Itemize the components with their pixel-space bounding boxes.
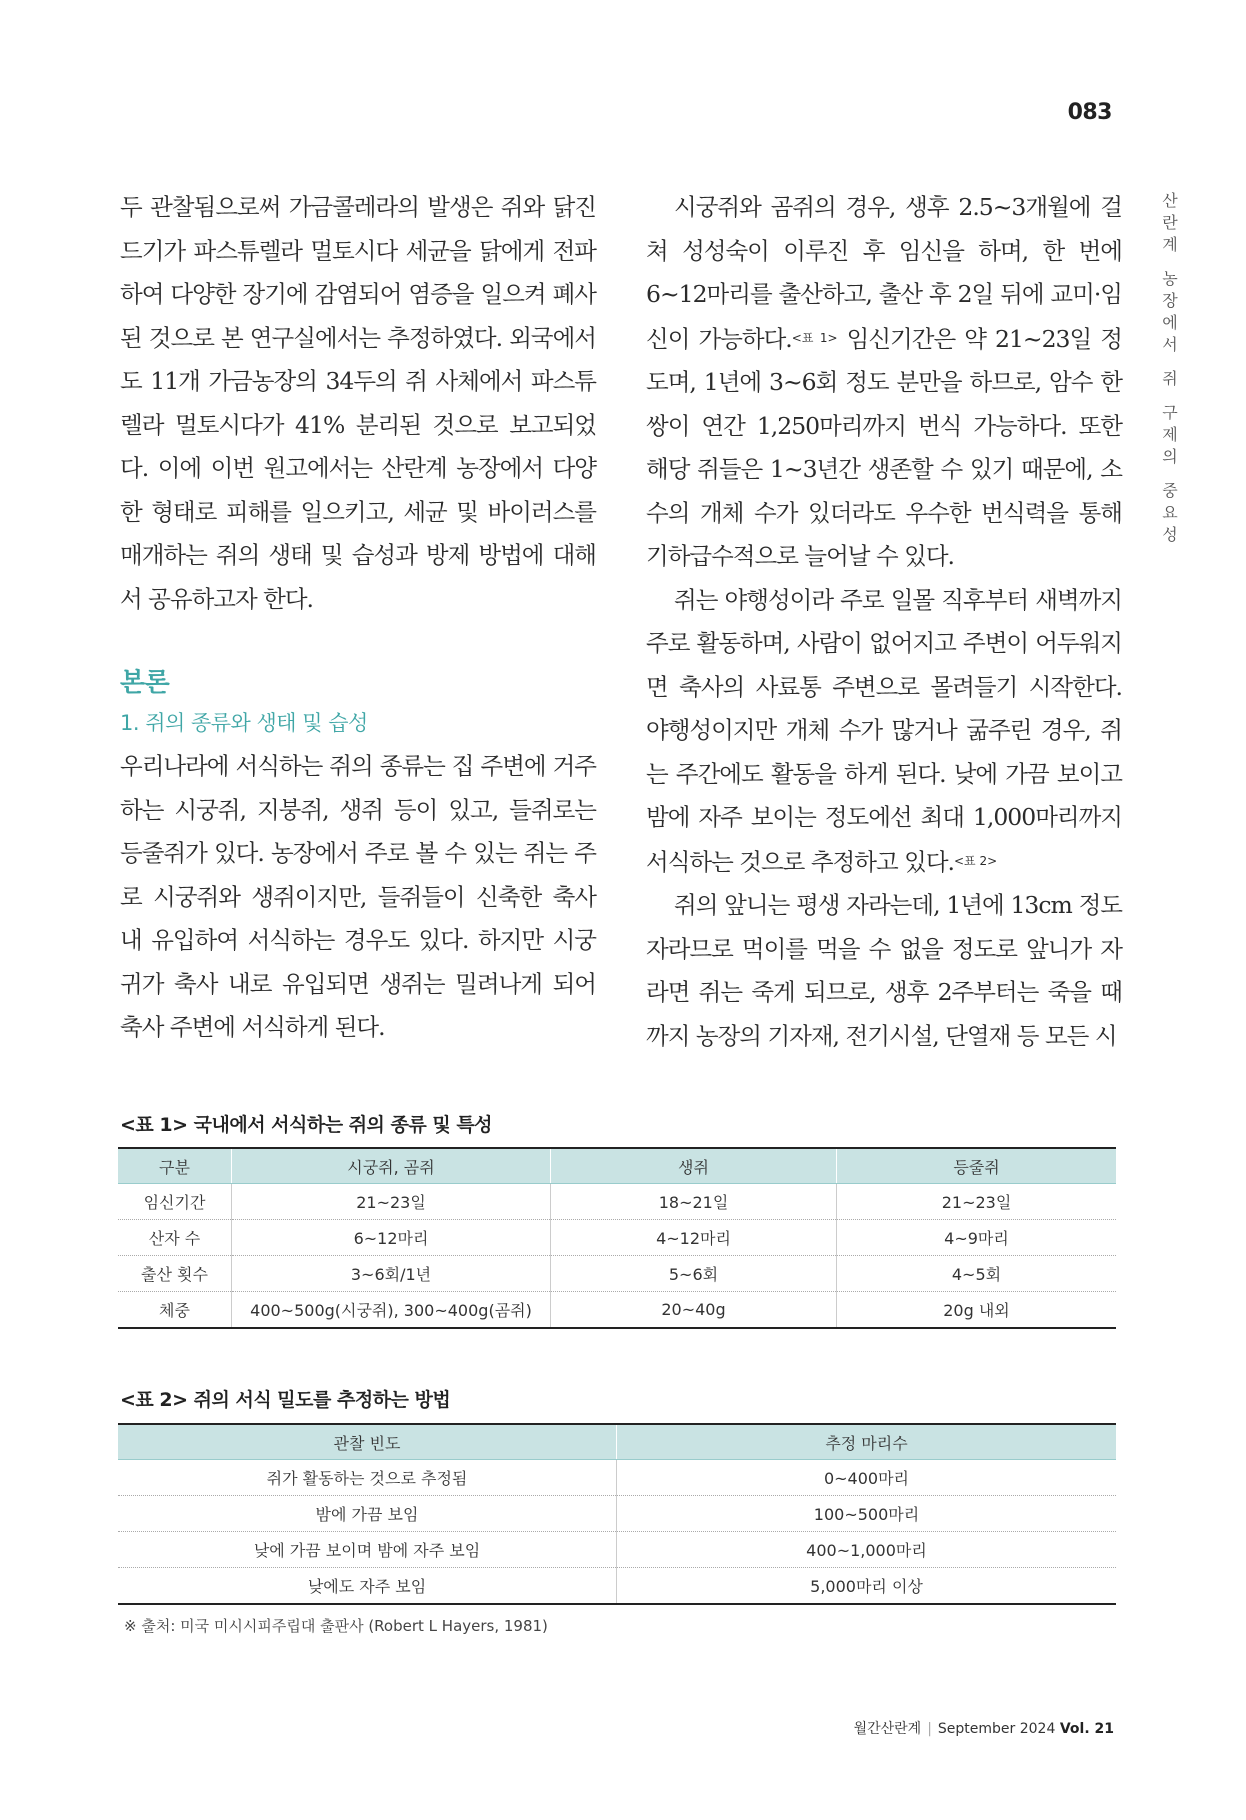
table-row [118,1460,1116,1496]
table-cell: 400~1,000마리 [617,1532,1117,1568]
table-row [118,1532,1116,1568]
table-header-cell: 추정 마리수 [617,1424,1117,1460]
table1-caption: <표 1> 국내에서 서식하는 쥐의 종류 및 특성 [120,1114,493,1136]
table-cell: 0~400마리 [617,1460,1117,1496]
table-cell: 100~500마리 [617,1496,1117,1532]
subsection-title: 1. 쥐의 종류와 생태 및 습성 [120,711,368,735]
table-cell: 18~21일 [551,1184,837,1220]
running-title-vertical: 산 란 계 농 장 에 서 쥐 구 제 의 중 요 성 [1162,191,1178,544]
table-cell: 낮에 가끔 보이며 밤에 자주 보임 [118,1532,617,1568]
table1 [118,1147,1116,1329]
table-cell: 5,000마리 이상 [617,1568,1117,1605]
right-column [646,186,1122,1058]
table-cell: 낮에도 자주 보임 [307,1577,427,1596]
table-cell: 출산 횟수 [118,1256,232,1292]
table-header-cell: 관찰 빈도 [118,1424,617,1460]
footer-divider: | [927,1721,932,1737]
table-header-row [118,1148,1116,1184]
left-column [120,186,596,1050]
table-header-cell: 시궁쥐, 곰쥐 [232,1148,551,1184]
table-header-row [118,1424,1116,1460]
issue-date: September 2024 [937,1721,1056,1737]
table-row [118,1256,1116,1292]
table-cell: 4~5회 [837,1256,1117,1292]
page-number: 083 [1067,100,1112,125]
table-row [118,1496,1116,1532]
table2-caption: <표 2> 쥐의 서식 밀도를 추정하는 방법 [120,1389,451,1411]
volume-number: Vol. 21 [1059,1721,1114,1737]
table2 [118,1423,1116,1605]
table-row [118,1220,1116,1256]
table-cell: 21~23일 [232,1184,551,1220]
table-reference: <표 2> [954,853,998,868]
table-cell: 4~9마리 [837,1220,1117,1256]
table-cell: 21~23일 [837,1184,1117,1220]
table-cell: 20~40g [551,1292,837,1329]
table-cell: 임신기간 [118,1184,232,1220]
paragraph-nocturnal: 쥐는 야행성이라 주로 일몰 직후부터 새벽까지 주로 활동하며, 사람이 없어지고 주변이 어두워지면 축사의 사료통 주변으로 몰려들기 시작한다. 야행성이지만 개체 수가 많거나 굶주린 경우, 쥐는 주간에도 활동을 하게 된다. 낮에 가끔 보이고 밤에 자주 보이는 정도에선 최대 1,000마리까지 서식하는 것으로 추정하고 있다.$^{<표 2>}$ [646,585,1122,876]
magazine-name: 월간산란계 [853,1721,922,1737]
table-reference: <표 1> [791,330,838,345]
table-cell: 산자 수 [118,1220,232,1256]
table-cell: 4~12마리 [551,1220,837,1256]
section-title: 본론 [120,668,170,698]
intro-paragraph: 두 관찰됨으로써 가금콜레라의 발생은 쥐와 닭진드기가 파스튜렐라 멀토시다 세균을 닭에게 전파하여 다양한 장기에 감염되어 염증을 일으켜 폐사된 것으로 본 연구실에서는 추정하였다. 외국에서도 11개 가금농장의 34두의 쥐 사체에서 파스튜렐라 멀토시다가 41% 분리된 것으로 보고되었다. 이에 이번 원고에서는 산란계 농장에서 다양한 형태로 피해를 일으키고, 세균 및 바이러스를 매개하는 쥐의 생태 및 습성과 방제 방법에 대해서 공유하고자 한다. [120,193,596,613]
table-cell: 6~12마리 [232,1220,551,1256]
table-header-cell: 생쥐 [551,1148,837,1184]
table-cell: 밤에 가끔 보임 [118,1496,617,1532]
source-note: ※ 출처: 미국 미시시피주립대 출판사 (Robert L Hayers, 1981) [124,1617,548,1635]
table-header-cell: 등줄쥐 [837,1148,1117,1184]
table-cell: 3~6회/1년 [232,1256,551,1292]
table-header-cell: 구분 [118,1148,232,1184]
paragraph-teeth: 쥐의 앞니는 평생 자라는데, 1년에 13cm 정도 자라므로 먹이를 먹을 수 없을 정도로 앞니가 자라면 쥐는 죽게 되므로, 생후 2주부터는 죽을 때까지 농장의 기자재, 전기시설, 단열재 등 모든 시 [646,891,1122,1050]
table-row [118,1568,1116,1605]
table-cell: 20g 내외 [837,1292,1117,1329]
body-paragraph: 우리나라에 서식하는 쥐의 종류는 집 주변에 거주하는 시궁쥐, 지붕쥐, 생쥐 등이 있고, 들쥐로는 등줄쥐가 있다. 농장에서 주로 볼 수 있는 쥐는 주로 시궁쥐와 생쥐이지만, 들쥐들이 신축한 축사 내 유입하여 서식하는 경우도 있다. 하지만 시궁귀가 축사 내로 유입되면 생쥐는 밀려나게 되어 축사 주변에 서식하게 된다. [120,752,596,1041]
footer [854,1718,1114,1738]
table-row [118,1292,1116,1329]
table-row [118,1184,1116,1220]
table-cell: 체중 [159,1301,190,1320]
table-cell: 400~500g(시궁쥐), 300~400g(곰쥐) [232,1292,551,1329]
table-cell: 쥐가 활동하는 것으로 추정됨 [118,1460,617,1496]
paragraph-reproduction: 시궁쥐와 곰쥐의 경우, 생후 2.5~3개월에 걸쳐 성성숙이 이루진 후 임신을 하며, 한 번에 6~12마리를 출산하고, 출산 후 2일 뒤에 교미·임신이 가능하다.$^{<표 1>}$ 임신기간은 약 21~23일 정도며, 1년에 3~6회 정도 분만을 하므로, 암수 한 쌍이 연간 1,250마리까지 번식 가능하다. 또한 해당 쥐들은 1~3년간 생존할 수 있기 때문에, 소수의 개체 수가 있더라도 우수한 번식력을 통해 기하급수적으로 늘어날 수 있다. [646,193,1122,570]
table-cell: 5~6회 [551,1256,837,1292]
